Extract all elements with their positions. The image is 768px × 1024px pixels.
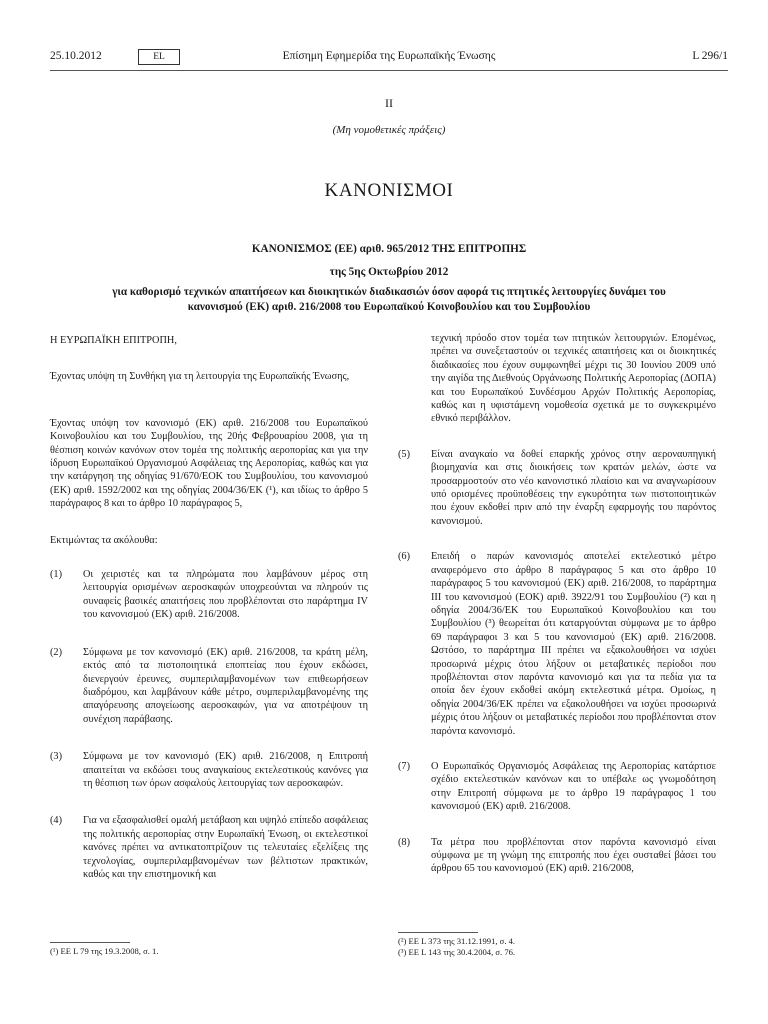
recital-number: (5) bbox=[398, 448, 411, 460]
recital-text: Επειδή ο παρών κανονισμός αποτελεί εκτελεστικό μέτρο αναφερόμενο στο άρθρο 8 παράγραφος 5 και στο άρθρο 10 παράγραφος 5 του κανονισμού (ΕΚ) αριθ. 216/2008, το παράρτημα III του κανονισμού (ΕΟΚ) αριθ. 3922/91 του Συμβουλίου (²) και η οδηγία 2004/36/ΕΚ του Ευρωπαϊκού Κοινοβουλίου και του Συμβουλίου (³) θεωρείται ότι καταργούνται σύμφωνα με το άρθρο 69 παράγραφοι 3 και 5 του κανονισμού (ΕΚ) αριθ. 216/2008. Ωστόσο, το παράρτημα III πρέπει να εξακολουθήσει να ισχύει προσωρινά μέχρις ότου λήξουν οι μεταβατικές περίοδοι που προβλέπονται στον παρόντα κανονισμό και για τα πεδία για τα οποία δεν έχουν εκδοθεί ακόμη εκτελεστικά μέτρα. Ομοίως, η οδηγία 2004/36/ΕΚ πρέπει να εξακολουθήσει να ισχύει προσωρινά μέχρις ότου λήξουν οι μεταβατικές περίοδοι που προβλέπονται στον παρόντα κανονισμό. bbox=[431, 551, 716, 737]
commission-label: Η ΕΥΡΩΠΑΪΚΗ ΕΠΙΤΡΟΠΗ, bbox=[50, 335, 177, 346]
footnote-divider bbox=[50, 942, 130, 943]
recital-4 bbox=[50, 814, 368, 881]
recital-text: Ο Ευρωπαϊκός Οργανισμός Ασφάλειας της Αεροπορίας κατάρτισε σχέδιο εκτελεστικών κανόνων και το υπέβαλε ως γνωμοδότηση στην Επιτροπή σύμφωνα με το άρθρο 19 παράγραφος 1 του κανονισμού (ΕΚ) αριθ. 216/2008. bbox=[431, 760, 716, 813]
recital-text: Οι χειριστές και τα πληρώματα που λαμβάνουν μέρος στη λειτουργία ορισμένων αεροσκαφών υποχρεούνται να πληρούν τις συναφείς βασικές απαιτήσεις που προβλέπονται στο παράρτημα IV του κανονισμού (ΕΚ) αριθ. 216/2008. bbox=[83, 569, 368, 621]
recital-number: (4) bbox=[50, 815, 63, 827]
publication-date: 25.10.2012 bbox=[50, 50, 102, 62]
page-reference: L 296/1 bbox=[692, 50, 728, 62]
recital-2 bbox=[50, 646, 368, 726]
header-divider bbox=[50, 70, 728, 71]
section-subtitle: (Μη νομοθετικές πράξεις) bbox=[332, 124, 446, 136]
recital-5 bbox=[398, 448, 716, 528]
right-column bbox=[398, 332, 716, 876]
recital-text: Σύμφωνα με τον κανονισμό (ΕΚ) αριθ. 216/2008, η Επιτροπή απαιτείται να εκδώσει τους αναγκαίους εκτελεστικούς κανόνες για τη θέσπιση των όρων ασφαλούς λειτουργίας των αεροσκαφών. bbox=[83, 751, 368, 789]
language-badge: EL bbox=[138, 49, 180, 65]
recital-4-continuation: τεχνική πρόοδο στον τομέα των πτητικών λειτουργιών. Επομένως, πρέπει να συνεξεταστούν οι τεχνικές απαιτήσεις και οι διοικητικές διαδικασίες που έχουν συμφωνηθεί μέχρι τις 30 Ιουνίου 2009 υπό την αιγίδα της Διεθνούς Οργάνωσης Πολιτικής Αεροπορίας (ΔΟΠΑ) και του Ευρωπαϊκού Συνδέσμου Αρχών Πολιτικής Αεροπορίας, καθώς και η υφιστάμενη νομοθεσία σχετικά με το συγκεκριμένο εθνικό περιβάλλον. bbox=[431, 333, 716, 425]
having-regard-regulation: Έχοντας υπόψη τον κανονισμό (ΕΚ) αριθ. 216/2008 του Ευρωπαϊκού Κοινοβουλίου και του Συμβουλίου, της 20ής Φεβρουαρίου 2008, για τη θέσπιση κοινών κανόνων στον τομέα της πολιτικής αεροπορίας και για την ίδρυση Ευρωπαϊκού Οργανισμού Ασφάλειας της Αεροπορίας, καθώς και για την κατάργηση της οδηγίας 91/670/ΕΟΚ του Συμβουλίου, του κανονισμού (ΕΚ) αριθ. 1592/2002 και της οδηγίας 2004/36/ΕΚ (¹), και ιδίως το άρθρο 5 παράγραφος 8 και το άρθρο 10 παράγραφος 5, bbox=[50, 417, 368, 510]
recital-number: (6) bbox=[398, 551, 411, 563]
recital-text: Τα μέτρα που προβλέπονται στον παρόντα κανονισμό είναι σύμφωνα με τη γνώμη της επιτροπής που έχει συσταθεί βάσει του άρθρου 65 του κανονισμού (ΕΚ) αριθ. 216/2008, bbox=[431, 836, 716, 875]
recital-number: (1) bbox=[50, 569, 63, 581]
recital-number: (2) bbox=[50, 646, 63, 658]
recital-text: Σύμφωνα με τον κανονισμό (ΕΚ) αριθ. 216/2008, τα κράτη μέλη, εκτός από τα πιστοποιητικά εποπτείας που έχουν εκδώσει, διενεργούν έρευνες, συμπεριλαμβανομένων των επιθεωρήσεων διαδρόμου, και λαμβάνουν κάθε μέτρο, συμπεριλαμβανομένης της απαγόρευσης απογείωσης αεροσκαφών, για να αποτρέψουν τη συνέχιση παράβασης. bbox=[83, 646, 368, 725]
regulation-subject: για καθορισμό τεχνικών απαιτήσεων και διοικητικών διαδικασιών όσον αφορά τις πτητικές λειτουργίες δυνάμει του κανονισμού (ΕΚ) αριθ. 216/2008 του Ευρωπαϊκού Κοινοβουλίου και του Συμβουλίου bbox=[112, 286, 666, 313]
recital-1 bbox=[50, 568, 368, 622]
having-regard-treaty: Έχοντας υπόψη τη Συνθήκη για τη λειτουργία της Ευρωπαϊκής Ένωσης, bbox=[50, 371, 350, 383]
page-header bbox=[50, 50, 728, 66]
section-heading: ΚΑΝΟΝΙΣΜΟΙ bbox=[324, 180, 454, 201]
footnote-divider bbox=[398, 932, 478, 933]
whereas-label: Εκτιμώντας τα ακόλουθα: bbox=[50, 534, 158, 546]
recital-text: Είναι αναγκαίο να δοθεί επαρκής χρόνος στην αεροναυπηγική βιομηχανία και στις διοικήσεις των κρατών μελών, ώστε να προσαρμοστούν στο νέο κανονιστικό πλαίσιο και να αναγνωρίσουν υπό ορισμένες προϋποθέσεις την εγκυρότητα των πιστοποιητικών που έχουν εκδοθεί πριν από την έναρξη εφαρμογής του παρόντος κανονισμού. bbox=[431, 448, 716, 527]
left-column bbox=[50, 334, 368, 881]
footnote-1: (¹) ΕΕ L 79 της 19.3.2008, σ. 1. bbox=[50, 946, 159, 956]
journal-title: Επίσημη Εφημερίδα της Ευρωπαϊκής Ένωσης bbox=[282, 50, 496, 62]
regulation-date: της 5ης Οκτωβρίου 2012 bbox=[329, 266, 449, 278]
recital-7 bbox=[398, 760, 716, 814]
recital-number: (8) bbox=[398, 836, 411, 848]
recital-6 bbox=[398, 550, 716, 738]
recital-number: (7) bbox=[398, 760, 411, 772]
recital-text: Για να εξασφαλισθεί ομαλή μετάβαση και υψηλό επίπεδο ασφάλειας της πολιτικής αεροπορίας στην Ευρωπαϊκή Ένωση, οι εκτελεστικοί κανόνες πρέπει να αντικατοπτρίζουν τις τελευταίες εξελίξεις της τεχνολογίας, συμπεριλαμβανομένων των βέλτιστων πρακτικών, καθώς και την επιστημονική και bbox=[83, 815, 368, 880]
footnote-2: (²) ΕΕ L 373 της 31.12.1991, σ. 4. bbox=[398, 936, 516, 946]
regulation-title: ΚΑΝΟΝΙΣΜΟΣ (ΕΕ) αριθ. 965/2012 ΤΗΣ ΕΠΙΤΡΟΠΗΣ bbox=[251, 243, 527, 255]
recital-8 bbox=[398, 836, 716, 876]
recital-number: (3) bbox=[50, 751, 63, 763]
section-number: II bbox=[385, 96, 393, 110]
recital-3 bbox=[50, 750, 368, 790]
footnote-3: (³) ΕΕ L 143 της 30.4.2004, σ. 76. bbox=[398, 947, 516, 957]
